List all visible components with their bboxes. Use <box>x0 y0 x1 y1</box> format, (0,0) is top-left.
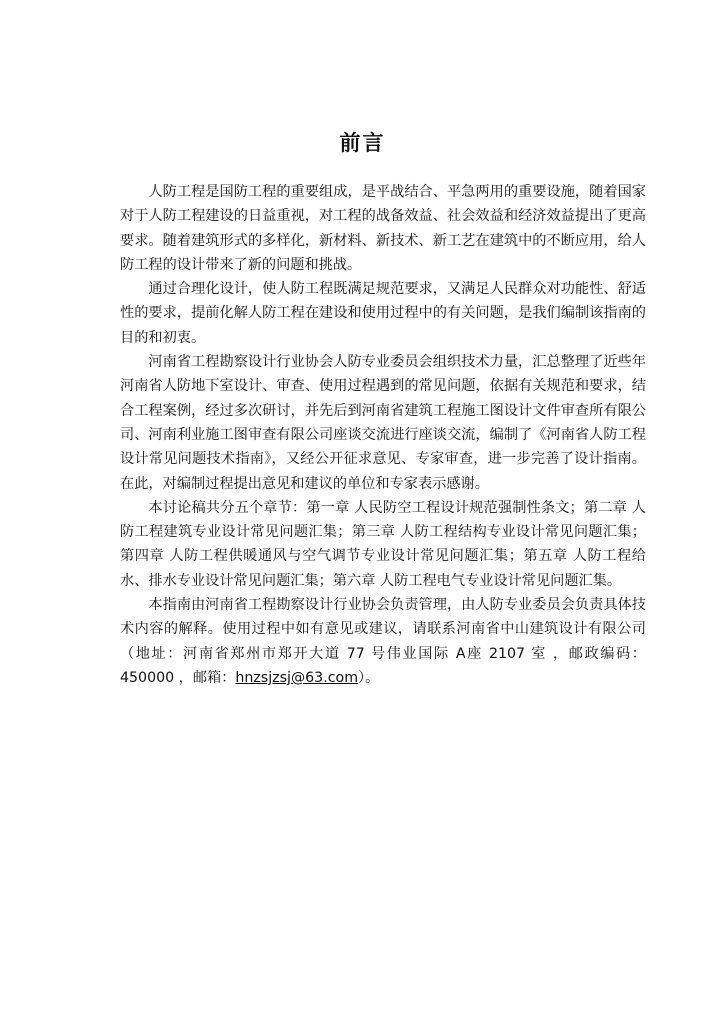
paragraph-4: 本讨论稿共分五个章节：第一章 人民防空工程设计规范强制性条文；第二章 人防工程建筑专业设计常见问题汇集；第三章 人防工程结构专业设计常见问题汇集；第四章 人防工程供暖通风与空气调节专业设计常见问题汇集；第五章 人防工程给水、排水专业设计常见问题汇集；第六章 人防工程电气专业设计常见问题汇集。 <box>120 499 646 589</box>
page-title: 前言 <box>339 131 386 155</box>
paragraph-3: 河南省工程勘察设计行业协会人防专业委员会组织技术力量，汇总整理了近些年河南省人防地下室设计、审查、使用过程遇到的常见问题，依据有关规范和要求，结合工程案例，经过多次研讨，并先后到河南省建筑工程施工图设计文件审查所有限公司、河南利业施工图审查有限公司座谈交流进行座谈交流，编制了《河南省人防工程设计常见问题技术指南》，又经公开征求意见、专家审查，进一步完善了设计指南。在此，对编制过程提出意见和建议的单位和专家表示感谢。 <box>120 354 646 492</box>
paragraph-5-tail: ）。 <box>358 669 380 686</box>
paragraph-2: 通过合理化设计，使人防工程既满足规范要求，又满足人民群众对功能性、舒适性的要求，提前化解人防工程在建设和使用过程中的有关问题，是我们编制该指南的目的和初衷。 <box>120 281 646 346</box>
paragraph-5-text: 本指南由河南省工程勘察设计行业协会负责管理，由人防专业委员会负责具体技术内容的解释。使用过程中如有意见或建议，请联系河南省中山建筑设计有限公司（地址：河南省郑州市郑开大道 77 号伟业国际 A座 2107 室 ，邮政编码：450000 ，邮箱： <box>120 597 646 686</box>
email-link[interactable]: hnzsjzsj@63.com <box>235 669 359 686</box>
body-text <box>120 180 646 690</box>
paragraph-1: 人防工程是国防工程的重要组成，是平战结合、平急两用的重要设施，随着国家对于人防工程建设的日益重视，对工程的战备效益、社会效益和经济效益提出了更高要求。随着建筑形式的多样化，新材料、新技术、新工艺在建筑中的不断应用，给人防工程的设计带来了新的问题和挑战。 <box>120 184 646 273</box>
paragraph-5 <box>120 593 646 690</box>
